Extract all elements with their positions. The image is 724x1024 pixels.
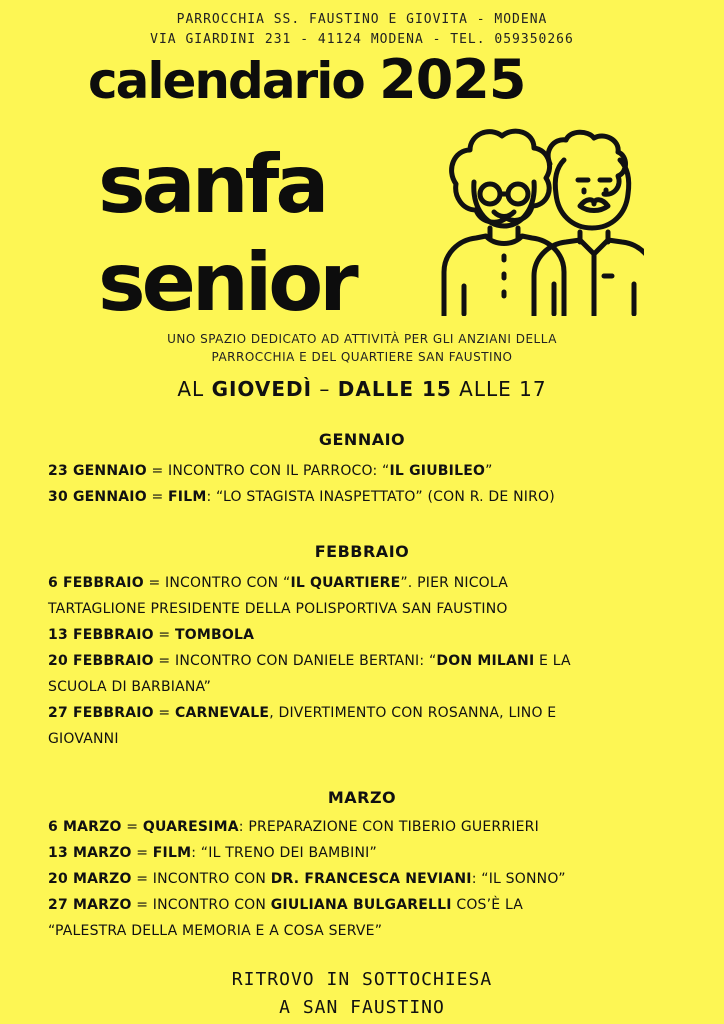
- event-text: COS’È LA: [451, 897, 524, 913]
- event-text: : “IL TRENO DEI BAMBINI”: [191, 845, 377, 861]
- event-highlight: DR. FRANCESCA NEVIANI: [270, 871, 472, 887]
- event-text: = INCONTRO CON DANIELE BERTANI: “: [153, 653, 437, 669]
- grandmother-figure: [444, 131, 564, 316]
- event-text: E LA: [534, 653, 571, 669]
- program-name-line2: senior: [98, 236, 355, 329]
- month-heading-febbraio: FEBBRAIO: [314, 542, 410, 561]
- parish-name: PARROCCHIA SS. FAUSTINO E GIOVITA - MODENA: [176, 12, 548, 27]
- schedule-line: [0, 374, 724, 404]
- event-text: ”: [485, 463, 493, 479]
- event-text: =: [121, 819, 143, 835]
- calendar-year: 2025: [379, 48, 526, 111]
- event-item: [48, 892, 688, 944]
- description-line1: UNO SPAZIO DEDICATO AD ATTIVITÀ PER GLI ANZIANI DELLA: [167, 332, 557, 346]
- event-text: = INCONTRO CON: [131, 871, 271, 887]
- event-text: : “LO STAGISTA INASPETTATO” (CON R. DE NIRO): [206, 489, 555, 505]
- event-item: [48, 700, 688, 752]
- program-description: [0, 330, 724, 366]
- event-highlight: GIULIANA BULGARELLI: [270, 897, 452, 913]
- event-date: 23 GENNAIO: [48, 463, 147, 479]
- event-date: 27 MARZO: [48, 897, 132, 913]
- event-date: 13 MARZO: [48, 845, 132, 861]
- events-febbraio: [48, 570, 688, 752]
- events-marzo: [48, 814, 688, 944]
- event-highlight: FILM: [168, 489, 207, 505]
- event-highlight: TOMBOLA: [175, 627, 255, 643]
- event-highlight: CARNEVALE: [175, 705, 270, 721]
- event-item: [48, 866, 688, 892]
- event-item: [48, 570, 688, 622]
- schedule-p2: –: [312, 377, 338, 401]
- event-text: = INCONTRO CON “: [143, 575, 291, 591]
- event-text: =: [131, 845, 153, 861]
- description-line2: PARROCCHIA E DEL QUARTIERE SAN FAUSTINO: [211, 350, 513, 364]
- event-date: 20 MARZO: [48, 871, 132, 887]
- event-highlight: QUARESIMA: [142, 819, 239, 835]
- meeting-place: [0, 966, 724, 1022]
- event-item: [48, 484, 688, 510]
- event-text: =: [146, 489, 169, 505]
- event-text: : “IL SONNO”: [471, 871, 566, 887]
- elderly-couple-icon: [438, 124, 644, 316]
- month-heading-marzo: MARZO: [327, 788, 397, 807]
- event-text: = INCONTRO CON: [131, 897, 271, 913]
- event-text: “PALESTRA DELLA MEMORIA E A COSA SERVE”: [48, 923, 383, 939]
- event-highlight: FILM: [152, 845, 192, 861]
- event-date: 6 MARZO: [48, 819, 122, 835]
- event-date: 20 FEBBRAIO: [48, 653, 154, 669]
- event-item: [48, 648, 688, 700]
- event-text: : PREPARAZIONE CON TIBERIO GUERRIERI: [238, 819, 539, 835]
- event-item: [48, 458, 688, 484]
- event-item: [48, 814, 688, 840]
- event-date: 6 FEBBRAIO: [48, 575, 144, 591]
- event-text: TARTAGLIONE PRESIDENTE DELLA POLISPORTIVA SAN FAUSTINO: [48, 601, 508, 617]
- event-text: =: [153, 705, 175, 721]
- event-item: [48, 622, 688, 648]
- event-text: GIOVANNI: [48, 731, 119, 747]
- events-gennaio: [48, 458, 688, 510]
- event-text: ”. PIER NICOLA: [400, 575, 508, 591]
- month-heading-gennaio: GENNAIO: [318, 430, 406, 449]
- schedule-p1: AL: [177, 377, 212, 401]
- meeting-place-line1: RITROVO IN SOTTOCHIESA: [231, 969, 493, 990]
- event-text: , DIVERTIMENTO CON ROSANNA, LINO E: [269, 705, 557, 721]
- event-text: = INCONTRO CON IL PARROCO: “: [146, 463, 390, 479]
- event-text: =: [153, 627, 175, 643]
- event-highlight: DON MILANI: [436, 653, 535, 669]
- program-name-line1: sanfa: [98, 138, 326, 231]
- event-date: 27 FEBBRAIO: [48, 705, 154, 721]
- event-date: 30 GENNAIO: [48, 489, 147, 505]
- event-highlight: IL QUARTIERE: [290, 575, 401, 591]
- calendar-title: [88, 48, 668, 113]
- parish-address: VIA GIARDINI 231 - 41124 MODENA - TEL. 059350266: [150, 32, 574, 47]
- event-item: [48, 840, 688, 866]
- schedule-day: GIOVEDÌ: [211, 377, 313, 401]
- schedule-p3: ALLE 17: [451, 377, 547, 401]
- event-text: SCUOLA DI BARBIANA”: [48, 679, 212, 695]
- event-highlight: IL GIUBILEO: [389, 463, 486, 479]
- parish-header: [0, 10, 724, 50]
- schedule-from: DALLE 15: [337, 377, 452, 401]
- meeting-place-line2: A SAN FAUSTINO: [279, 997, 445, 1018]
- event-date: 13 FEBBRAIO: [48, 627, 154, 643]
- calendar-title-prefix: calendario: [88, 52, 364, 110]
